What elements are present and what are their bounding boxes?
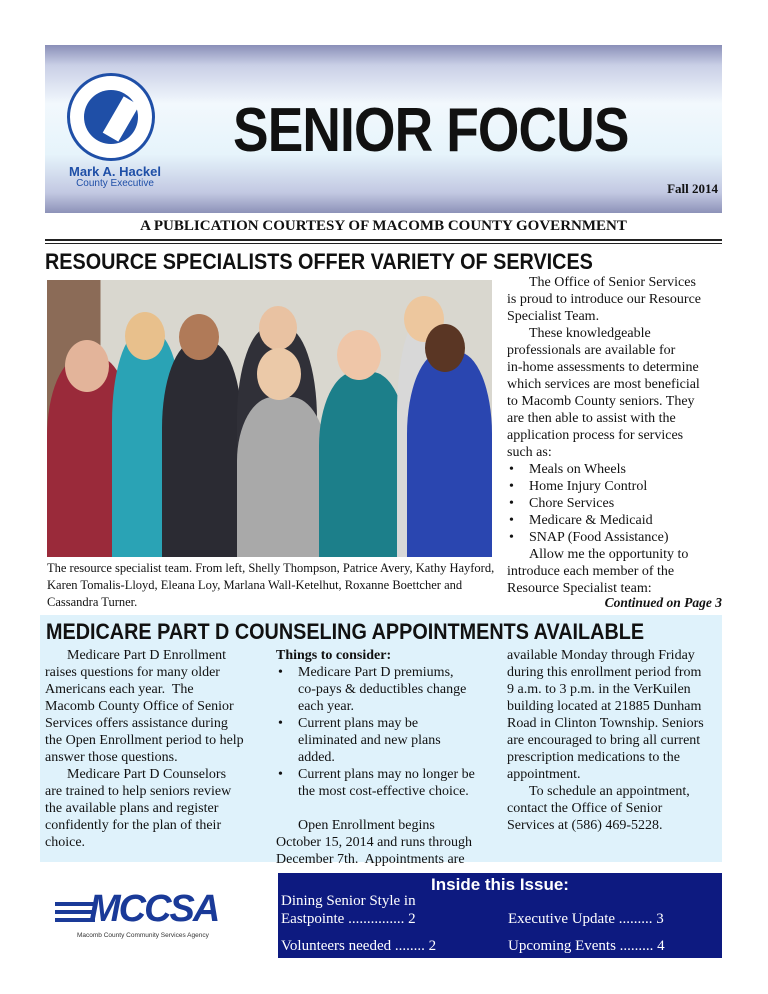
macomb-county-seal (67, 73, 155, 161)
newsletter-title: SENIOR FOCUS (233, 96, 629, 165)
text-line: application process for services (507, 428, 684, 443)
text-line: added. (298, 750, 335, 765)
text-line: are encouraged to bring all current (507, 733, 701, 748)
executive-title: County Executive (76, 178, 154, 189)
toc-item-executive-update[interactable]: Executive Update ......... 3 (508, 911, 664, 927)
article-column (276, 647, 496, 868)
text-line: contact the Office of Senior (507, 801, 663, 816)
text-line: Open Enrollment begins (298, 818, 435, 833)
bullet-item: • SNAP (Food Assistance) (507, 529, 723, 546)
text-line: October 15, 2014 and runs through (276, 835, 472, 850)
bullet-item: • Medicare & Medicaid (507, 512, 723, 529)
photo-caption: The resource specialist team. From left, Shelly Thompson, Patrice Avery, Kathy Hayford, Karen Tomalis-Lloyd, Eleana Loy, Marlana Wall-Ketelhut, Roxanne Boettcher and Cassandra Turner. (47, 561, 495, 609)
text-line: such as: (507, 445, 552, 460)
publication-line: A PUBLICATION COURTESY OF MACOMB COUNTY GOVERNMENT (140, 218, 627, 234)
inside-this-issue-box (278, 873, 722, 958)
text-line: These knowledgeable (529, 326, 651, 341)
text-line: To schedule an appointment, (529, 784, 690, 799)
text-line: are then able to assist with the (507, 411, 676, 426)
text-line: Services at (586) 469-5228. (507, 818, 663, 833)
article-column (45, 647, 270, 851)
text-line: is proud to introduce our Resource (507, 292, 702, 307)
text-line: Things to consider: (276, 648, 392, 663)
text-line: co-pays & deductibles change (298, 682, 467, 697)
text-line: during this enrollment period from (507, 665, 702, 680)
text-line: Road in Clinton Township. Seniors (507, 716, 704, 731)
text-line: available Monday through Friday (507, 648, 695, 663)
text-line: to Macomb County seniors. They (507, 394, 695, 409)
text-line: are trained to help seniors review (45, 784, 232, 799)
toc-item-volunteers[interactable]: Volunteers needed ........ 2 (281, 938, 437, 954)
text-line: eliminated and new plans (298, 733, 441, 748)
bullet-item: • Chore Services (507, 495, 723, 512)
continued-link[interactable]: Continued on Page 3 (604, 595, 722, 610)
mccsa-logo (55, 888, 220, 944)
text-line: the available plans and register (45, 801, 219, 816)
text-line: 9 a.m. to 3 p.m. in the VerKuilen (507, 682, 691, 697)
text-line: each year. (298, 699, 354, 714)
bullet-item: • Current plans may be (276, 715, 496, 732)
text-line: which services are most beneficial (507, 377, 700, 392)
divider (45, 243, 722, 244)
text-line: Resource Specialist team: (507, 581, 652, 596)
bullet-item: • Home Injury Control (507, 478, 723, 495)
text-line: introduce each member of the (507, 564, 675, 579)
toc-item-upcoming-events[interactable]: Upcoming Events ......... 4 (508, 938, 665, 954)
text-line: raises questions for many older (45, 665, 220, 680)
text-line: Allow me the opportunity to (529, 547, 689, 562)
text-line: appointment. (507, 767, 581, 782)
toc-item-dining-line1[interactable]: Dining Senior Style in (281, 893, 416, 909)
text-line: the most cost-effective choice. (298, 784, 469, 799)
mccsa-name: Macomb County Community Services Agency (77, 932, 209, 939)
bullet-item: • Meals on Wheels (507, 461, 723, 478)
text-line: The Office of Senior Services (529, 275, 696, 290)
text-line: choice. (45, 835, 86, 850)
text-line: answer those questions. (45, 750, 178, 765)
text-line: Specialist Team. (507, 309, 600, 324)
text-line: the Open Enrollment period to help (45, 733, 244, 748)
mccsa-logo-text: MCCSA (89, 888, 219, 930)
text-line: Services offers assistance during (45, 716, 228, 731)
article-column (507, 647, 722, 834)
text-line: Americans each year. The (45, 682, 194, 697)
text-line: Medicare Part D Counselors (67, 767, 227, 782)
article-headline: RESOURCE SPECIALISTS OFFER VARIETY OF SERVICES (45, 249, 593, 274)
text-line: in-home assessments to determine (507, 360, 699, 375)
toc-item-dining-line2[interactable]: Eastpointe ............... 2 (281, 911, 416, 927)
team-photo (47, 280, 492, 557)
article-headline: MEDICARE PART D COUNSELING APPOINTMENTS AVAILABLE (46, 619, 645, 644)
executive-name: Mark A. Hackel (68, 164, 161, 179)
text-line: professionals are available for (507, 343, 676, 358)
issue-season: Fall 2014 (667, 181, 718, 196)
text-line: December 7th. Appointments are (276, 852, 465, 867)
text-line (276, 800, 496, 817)
text-line: Macomb County Office of Senior (45, 699, 234, 714)
text-line: prescription medications to the (507, 750, 681, 765)
inside-title: Inside this Issue: (431, 875, 569, 894)
text-line: building located at 21885 Dunham (507, 699, 702, 714)
text-line: Medicare Part D Enrollment (67, 648, 227, 663)
bullet-item: • Current plans may no longer be (276, 766, 496, 783)
divider (45, 239, 722, 241)
masthead-banner (45, 45, 722, 213)
text-line: confidently for the plan of their (45, 818, 222, 833)
article-body (507, 274, 723, 597)
bullet-item: • Medicare Part D premiums, (276, 664, 496, 681)
